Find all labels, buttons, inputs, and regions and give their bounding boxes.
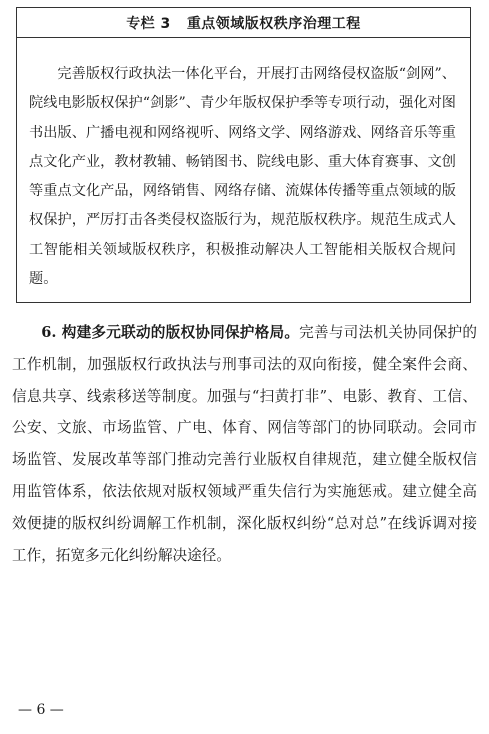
section-heading: 6. 构建多元联动的版权协同保护格局。 (41, 324, 300, 341)
box-body-text: 完善版权行政执法一体化平台，开展打击网络侵权盗版“剑网”、院线电影版权保护“剑影”、青少年版权保护季等专项行动，强化对图书出版、广播电视和网络视听、网络文学、网络游戏、网络音乐等重点文化产业，教材教辅、畅销图书、院线电影、重大体育赛事、文创等重点文化产品，网络销售、网络存储、流媒体传播等重点领域的版权保护，严厉打击各类侵权盗版行为，规范版权秩序。规范生成式人工智能相关领域版权秩序，积极推动解决人工智能相关版权合规问题。 (29, 66, 456, 288)
box-title: 重点领域版权秩序治理工程 (186, 15, 361, 32)
page-number: — 6 — (18, 702, 64, 718)
box-title-bar (17, 8, 470, 38)
box-label: 专栏 3 (126, 15, 171, 32)
section-paragraph (12, 317, 477, 571)
sidebar-box (16, 7, 471, 303)
section-text: 完善与司法机关协同保护的工作机制，加强版权行政执法与刑事司法的双向衔接，健全案件会商、信息共享、线索移送等制度。加强与“扫黄打非”、电影、教育、工信、公安、文旅、市场监管、广电、体育、网信等部门的协同联动。会同市场监管、发展改革等部门推动完善行业版权自律规范，建立健全版权信用监管体系，依法依规对版权领域严重失信行为实施惩戒。建立健全高效便捷的版权纠纷调解工作机制，深化版权纠纷“总对总”在线诉调对接工作，拓宽多元化纠纷解决途径。 (12, 324, 477, 564)
